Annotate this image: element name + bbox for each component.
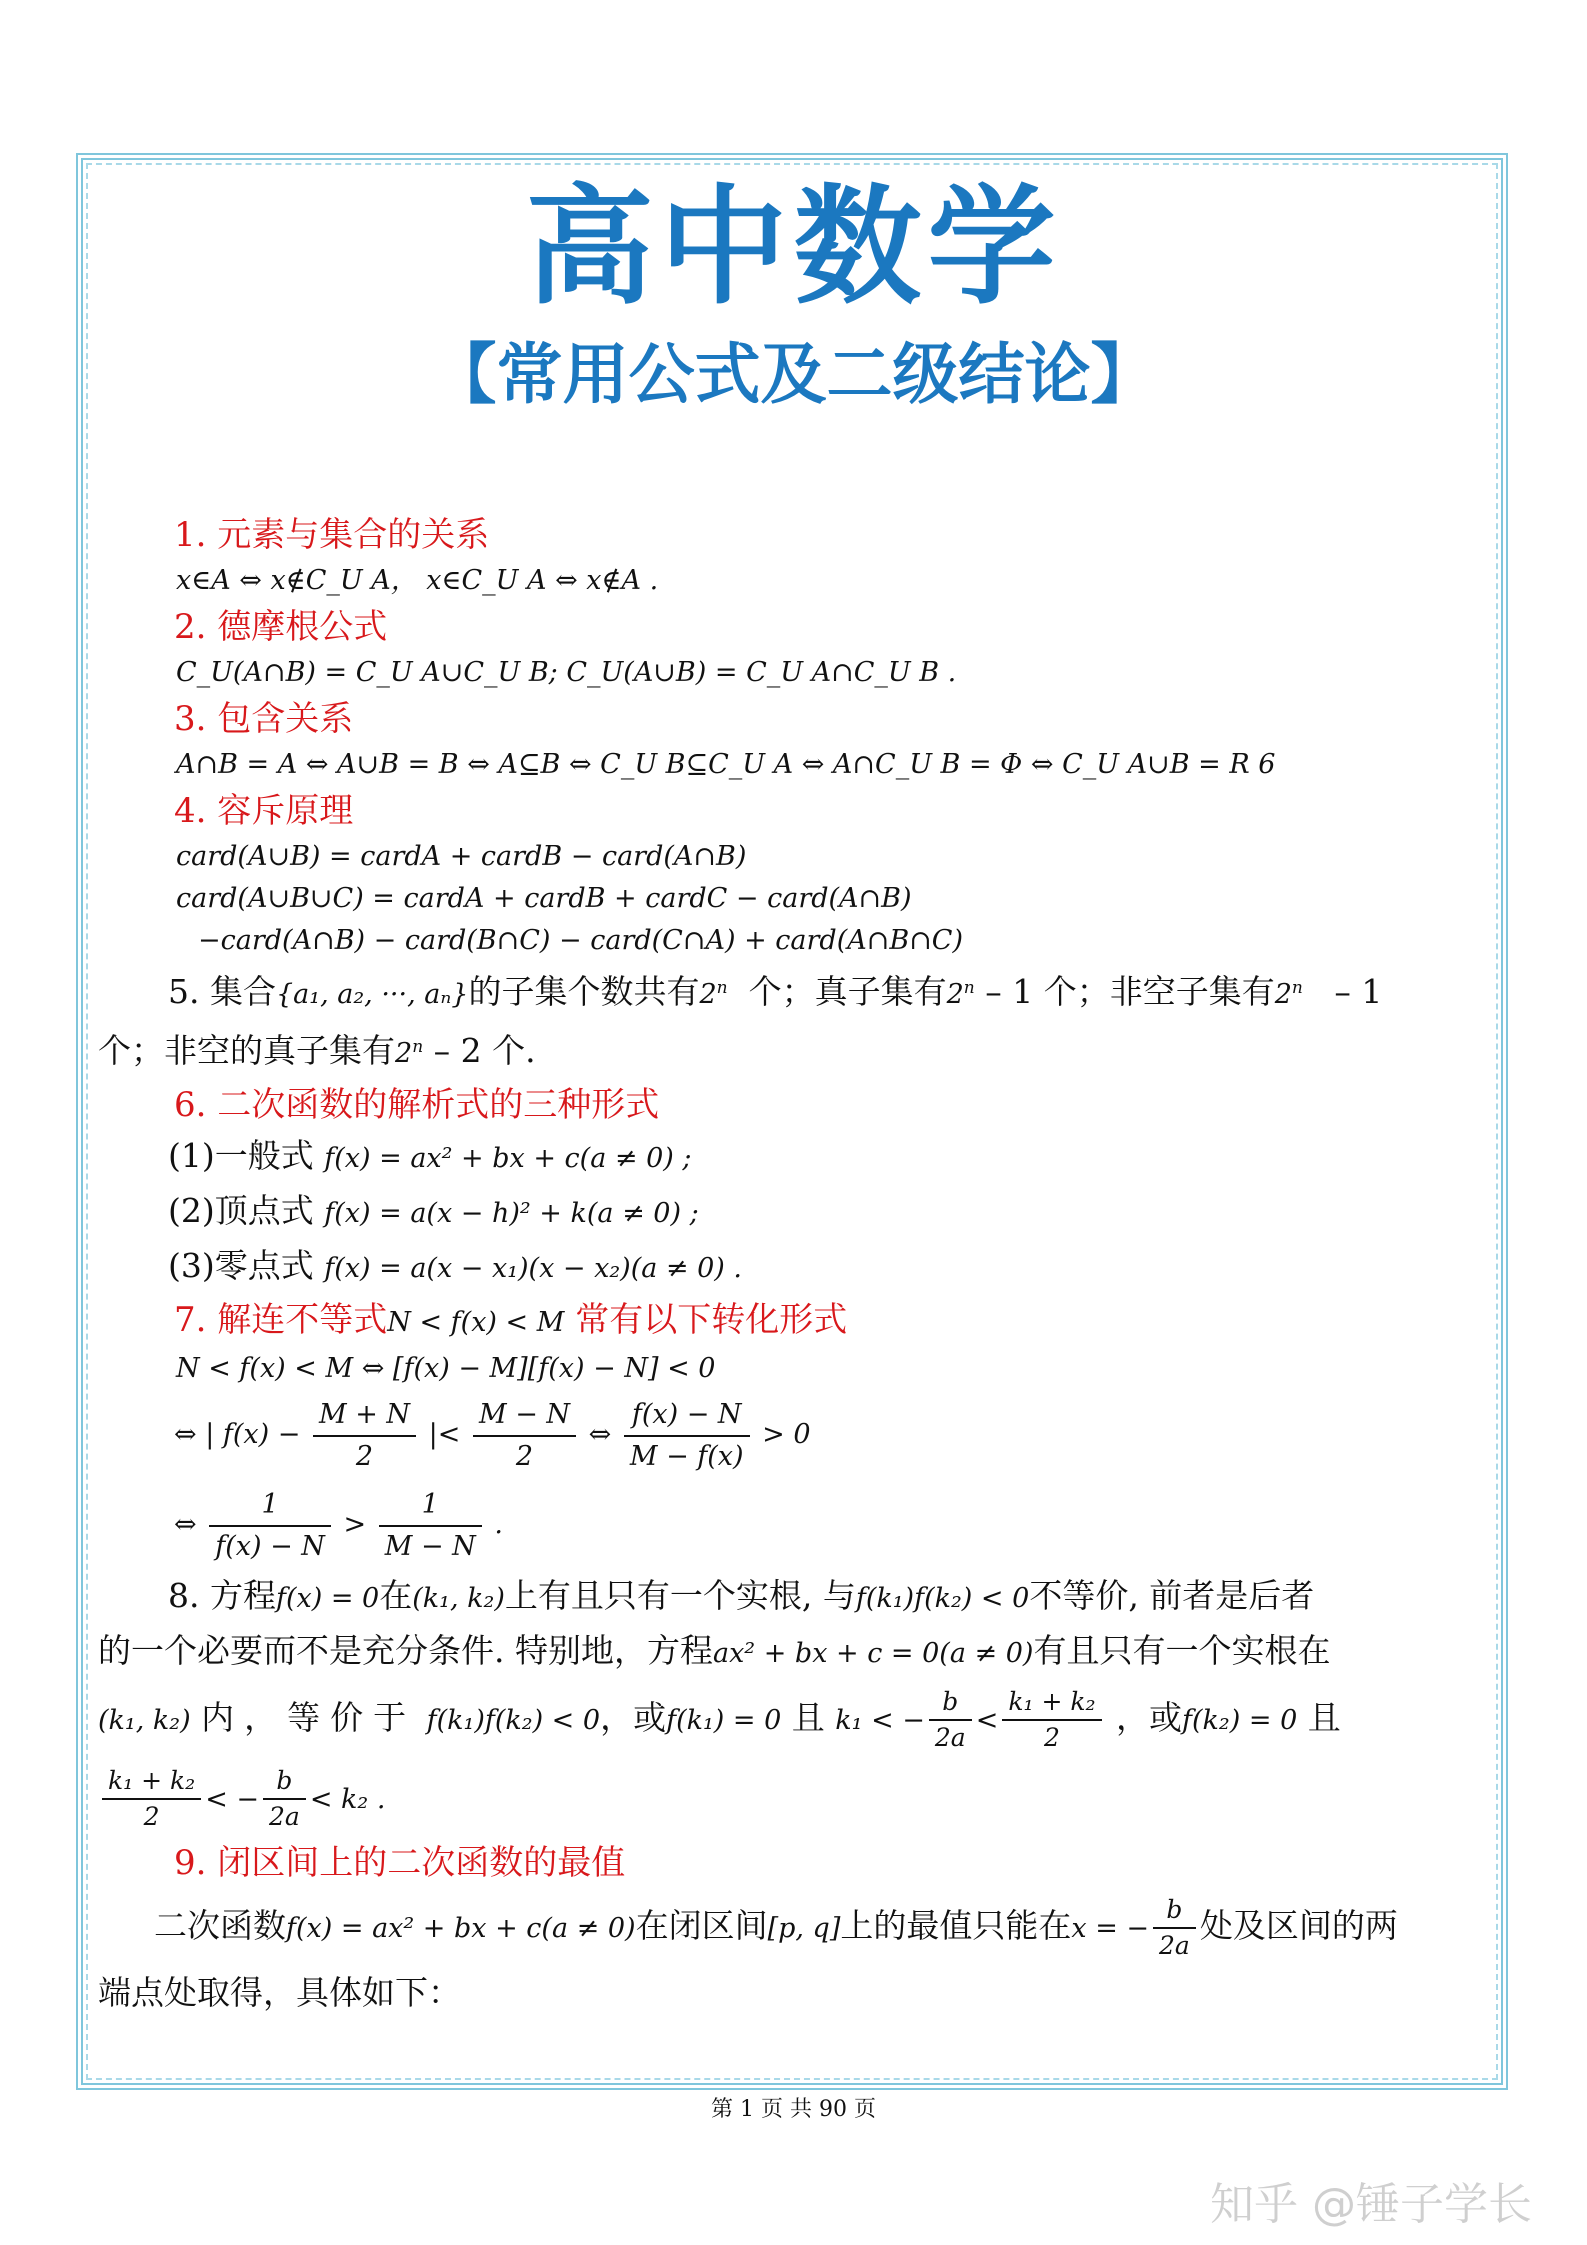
- section-4-formula-3: −card(A∩B) − card(B∩C) − card(C∩A) + card(A∩B∩C): [198, 925, 964, 956]
- fraction: $\frac{b}{2a}$: [1153, 1893, 1196, 1963]
- section-3-heading: 3. 包含关系: [174, 699, 354, 739]
- section-8-line-2: 的一个必要而不是充分条件. 特别地，方程ax² + bx + c = 0(a ≠ 0)有且只有一个实根在: [98, 1631, 1331, 1670]
- section-6-formula-1: (1)一般式 f(x) = ax² + bx + c(a ≠ 0) ;: [168, 1136, 692, 1175]
- section-5-line-2: 个；非空的真子集有2$^n$ – 2 个.: [98, 1031, 536, 1070]
- watermark: 知乎 @锤子学长: [1210, 2179, 1532, 2230]
- section-9-heading: 9. 闭区间上的二次函数的最值: [174, 1843, 626, 1883]
- section-1-heading: 1. 元素与集合的关系: [174, 515, 490, 555]
- section-2-formula: C_U(A∩B) = C_U A∪C_U B; C_U(A∪B) = C_U A∩C_U B .: [176, 657, 957, 688]
- section-4-formula-1: card(A∪B) = cardA + cardB − card(A∩B): [176, 841, 747, 872]
- section-7-heading: 7. 解连不等式N < f(x) < M 常有以下转化形式: [174, 1300, 848, 1340]
- fraction: $\frac{M - N}{2}$: [473, 1395, 576, 1477]
- section-6-heading: 6. 二次函数的解析式的三种形式: [174, 1085, 660, 1125]
- page-subtitle: 【常用公式及二级结论】: [430, 336, 1157, 413]
- section-4-formula-2: card(A∪B∪C) = cardA + cardB + cardC − card(A∩B): [176, 883, 912, 914]
- fraction: $\frac{b}{2a}$: [263, 1764, 306, 1834]
- section-7-formula-3: ⇔ $\frac{1}{f(x) - N}$ > $\frac{1}{M - N}$ .: [98, 1480, 1498, 1570]
- fraction: $\frac{M + N}{2}$: [313, 1395, 416, 1477]
- section-8-line-4: $\frac{\text{k₁ + k₂}}{2}$ < − $\frac{b}{2a}$ < k₂ .: [98, 1759, 1498, 1838]
- section-8-line-1: 8. 方程f(x) = 0在(k₁, k₂)上有且只有一个实根, 与f(k₁)f(k₂) < 0不等价, 前者是后者: [168, 1576, 1315, 1615]
- page-footer: 第 1 页 共 90 页: [711, 2097, 876, 2122]
- section-7-formula-2: ⇔ | f(x) − $\frac{M + N}{2}$ |< $\frac{M - N}{2}$ ⇔ $\frac{f(x) - N}{M - f(x)}$ > 0: [98, 1390, 1498, 1480]
- section-7-formula-1: N < f(x) < M ⇔ [f(x) − M][f(x) − N] < 0: [176, 1353, 716, 1384]
- section-6-formula-3: (3)零点式 f(x) = a(x − x₁)(x − x₂)(a ≠ 0) .: [168, 1246, 742, 1285]
- content: [98, 510, 1498, 2019]
- section-3-formula: A∩B = A ⇔ A∪B = B ⇔ A⊆B ⇔ C_U B⊆C_U A ⇔ A∩C_U B = Φ ⇔ C_U A∪B = R 6: [176, 749, 1276, 780]
- fraction: $\frac{f(x) - N}{M - f(x)}$: [624, 1395, 750, 1477]
- section-2-heading: 2. 德摩根公式: [174, 607, 388, 647]
- fraction: $\frac{1}{f(x) - N}$: [209, 1485, 331, 1567]
- section-1-formula: x∈A ⇔ x∉C_U A， x∈C_U A ⇔ x∉A .: [176, 565, 659, 596]
- fraction: $\frac{\text{k₁ + k₂}}{2}$: [102, 1764, 201, 1834]
- fraction: $\frac{b}{2a}$: [929, 1685, 972, 1755]
- fraction: $\frac{\text{k₁ + k₂}}{2}$: [1002, 1685, 1101, 1755]
- page-title: 高中数学: [525, 173, 1062, 322]
- fraction: $\frac{1}{M - N}$: [379, 1485, 482, 1567]
- section-9-line-1: 二次函数f(x) = ax² + bx + c(a ≠ 0)在闭区间[p, q]上的最值只能在x = − $\frac{b}{2a}$ 处及区间的两: [98, 1888, 1498, 1967]
- section-4-heading: 4. 容斥原理: [174, 791, 354, 831]
- section-6-formula-2: (2)顶点式 f(x) = a(x − h)² + k(a ≠ 0) ;: [168, 1191, 699, 1230]
- section-5-line-1: 5. 集合{a₁, a₂, ···, aₙ}的子集个数共有2$^n$ 个；真子集有2$^n$ – 1 个；非空子集有2$^n$ – 1: [168, 972, 1383, 1011]
- section-9-line-2: 端点处取得，具体如下：: [98, 1973, 461, 2012]
- section-8-line-3: (k₁, k₂) 内，等价于 f(k₁)f(k₂) < 0，或f(k₁) = 0 且 k₁ < − $\frac{b}{2a}$ < $\frac{\text{k₁ + k₂}}{2}$ ，或f(k₂) = 0 且: [98, 1680, 1498, 1759]
